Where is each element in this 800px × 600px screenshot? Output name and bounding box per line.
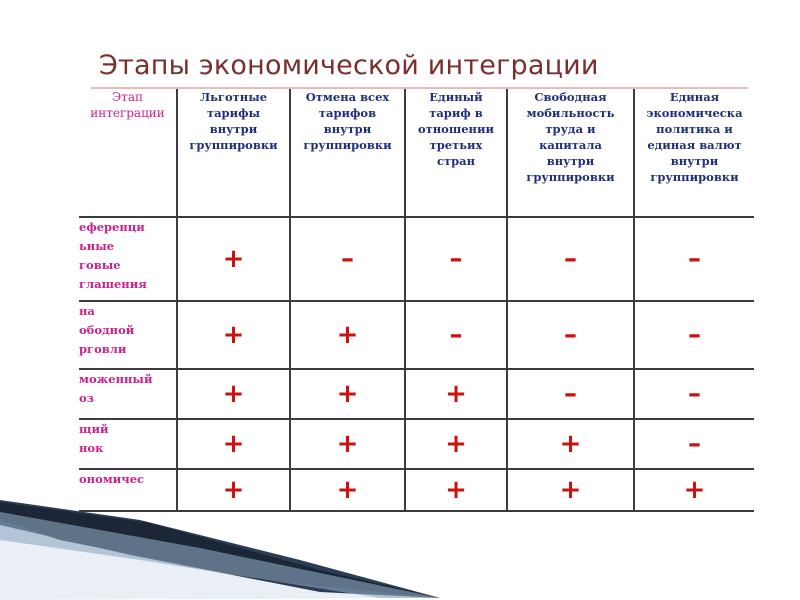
row-label: ономичес bbox=[79, 469, 177, 511]
mark-cell: – bbox=[507, 217, 634, 301]
mark-cell: + bbox=[405, 469, 507, 511]
header-line: группировки bbox=[526, 170, 615, 184]
mark-cell: – bbox=[290, 217, 405, 301]
header-line: интеграции bbox=[90, 106, 165, 120]
mark-cell: + bbox=[634, 469, 754, 511]
mark-cell: + bbox=[290, 419, 405, 469]
row-label: еференци ьные говые глашения bbox=[79, 217, 177, 301]
header-line: труда и bbox=[545, 122, 596, 136]
header-line: Единая bbox=[669, 90, 720, 104]
mark-cell: + bbox=[290, 469, 405, 511]
mark-cell: + bbox=[405, 369, 507, 419]
mark-cell: + bbox=[177, 217, 290, 301]
header-line: внутри bbox=[323, 122, 372, 136]
mark-cell: + bbox=[507, 469, 634, 511]
mark-cell: – bbox=[507, 369, 634, 419]
mark-cell: – bbox=[405, 301, 507, 369]
row-label: щий нок bbox=[79, 419, 177, 469]
header-line: внутри bbox=[209, 122, 258, 136]
mark-cell: – bbox=[634, 217, 754, 301]
mark-cell: + bbox=[177, 419, 290, 469]
mark-cell: + bbox=[177, 301, 290, 369]
mark-cell: – bbox=[634, 301, 754, 369]
mark-cell: + bbox=[290, 301, 405, 369]
header-line: Свободная bbox=[534, 90, 607, 104]
mark-cell: + bbox=[405, 419, 507, 469]
header-line: внутри bbox=[670, 154, 719, 168]
header-line: тарифов bbox=[318, 106, 377, 120]
header-line: отношении bbox=[417, 122, 495, 136]
header-line: тариф в bbox=[429, 106, 483, 120]
row-label: на ободной рговли bbox=[79, 301, 177, 369]
mark-cell: – bbox=[405, 217, 507, 301]
mark-cell: + bbox=[177, 469, 290, 511]
header-line: внутри bbox=[546, 154, 595, 168]
header-line: третьих bbox=[429, 138, 483, 152]
slide-title: Этапы экономической интеграции bbox=[99, 50, 599, 81]
mark-cell: – bbox=[507, 301, 634, 369]
header-line: Льготные bbox=[199, 90, 268, 104]
header-line: политика и bbox=[656, 122, 733, 136]
header-line: экономическа bbox=[646, 106, 743, 120]
header-line: Этап bbox=[112, 90, 143, 104]
header-line: стран bbox=[436, 154, 476, 168]
mark-cell: – bbox=[634, 419, 754, 469]
row-label: моженный оз bbox=[79, 369, 177, 419]
header-line: тарифы bbox=[206, 106, 261, 120]
mark-cell: + bbox=[507, 419, 634, 469]
header-line: единая валют bbox=[647, 138, 742, 152]
header-line: Отмена всех bbox=[305, 90, 390, 104]
header-line: мобильность bbox=[526, 106, 615, 120]
header-line: капитала bbox=[539, 138, 602, 152]
mark-cell: – bbox=[634, 369, 754, 419]
header-line: группировки bbox=[650, 170, 739, 184]
header-line: Единый bbox=[429, 90, 483, 104]
header-line: группировки bbox=[189, 138, 278, 152]
mark-cell: + bbox=[177, 369, 290, 419]
header-line: группировки bbox=[303, 138, 392, 152]
mark-cell: + bbox=[290, 369, 405, 419]
